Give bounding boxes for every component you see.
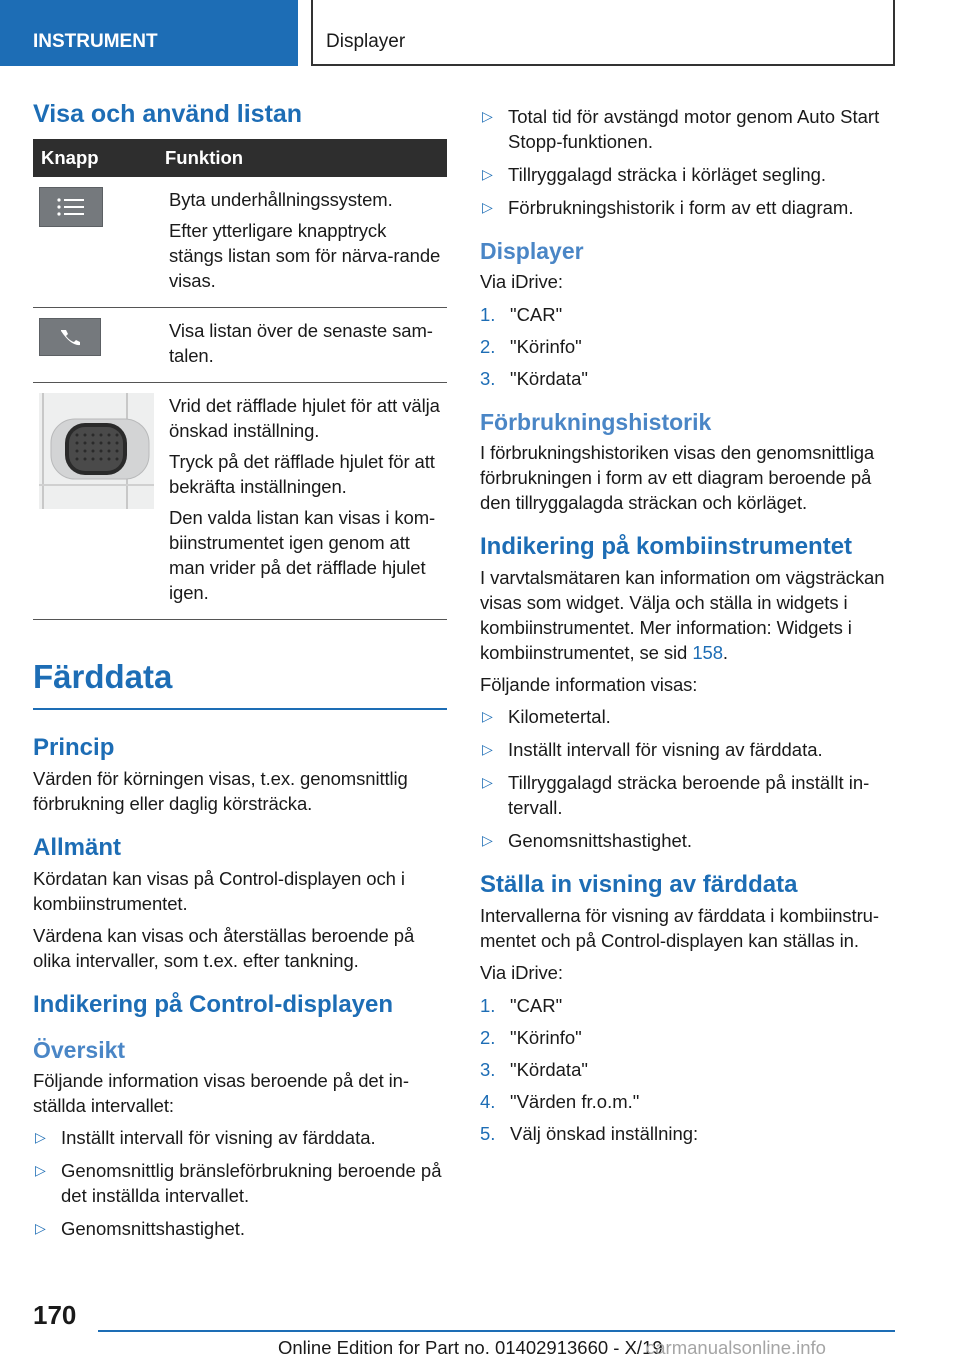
table-header-funktion: Funktion	[165, 147, 244, 168]
page-number: 170	[33, 1300, 77, 1330]
heading-farddata: Färddata	[33, 658, 447, 710]
top-list	[480, 104, 898, 220]
steps-list-1	[480, 302, 898, 391]
list-item: 3. "Kördata"	[480, 1059, 588, 1080]
header-chapter-tab	[311, 0, 895, 66]
phone-icon	[39, 318, 101, 356]
list-item: 3. "Kördata"	[480, 368, 588, 389]
list-item: 2. "Körinfo"	[480, 1027, 582, 1048]
heading-displayer: Displayer	[480, 238, 584, 264]
paragraph-allmant-1: Kördatan kan visas på Control-displayen och i kombiinstrumentet.	[33, 868, 405, 914]
list-item: ▷ Genomsnittlig bränsleförbrukning beroende på det inställda intervallet.	[35, 1160, 442, 1206]
rotary-controller-image	[39, 393, 154, 509]
footer-edition: Online Edition for Part no. 01402913660 - X/19	[278, 1337, 663, 1358]
right-column	[480, 104, 898, 1154]
heading-indikering-control: Indikering på Control-displayen	[33, 991, 394, 1018]
paragraph-foljande: Följande information visas:	[480, 674, 698, 695]
paragraph-kombi: I varvtalsmätaren kan information om vägsträckan visas som widget. Välja och ställa in widgets i kombiinstrumentet. Mer information: Widgets i kombiinstrumentet, se sid 158.	[480, 567, 885, 663]
triangle-bullet-icon: ▷	[482, 166, 493, 182]
steps-list-2	[480, 993, 898, 1146]
table-header-knapp: Knapp	[41, 147, 99, 168]
heading-visa-listan: Visa och använd listan	[33, 100, 303, 128]
heading-oversikt: Översikt	[33, 1037, 126, 1063]
table-cell-text	[157, 383, 447, 620]
heading-princip: Princip	[33, 734, 115, 761]
paragraph-stalla-in: Intervallerna för visning av färddata i kombiinstru-mentet och på Control-displayen kan ställas in.	[480, 905, 879, 951]
list-item: 5. Välj önskad inställning:	[480, 1123, 699, 1144]
left-column	[33, 100, 447, 1249]
row1-line2: Efter ytterligare knapptryck stängs listan som för närva-rande visas.	[169, 220, 441, 291]
row2-line1: Visa listan över de senaste sam-talen.	[169, 320, 433, 366]
table-header-row	[33, 139, 447, 177]
paragraph-forbrukningshistorik: I förbrukningshistoriken visas den genomsnittliga förbrukningen i form av ett diagram beroende på den tillryggalagda sträckan och körläget.	[480, 442, 875, 513]
paragraph-princip: Värden för körningen visas, t.ex. genomsnittlig förbrukning eller daglig körsträcka.	[33, 768, 408, 814]
triangle-bullet-icon: ▷	[482, 832, 493, 848]
table-cell-text	[157, 177, 447, 308]
list-item: ▷ Kilometertal.	[482, 706, 611, 727]
list-item: 4. "Värden fr.o.m."	[480, 1091, 640, 1112]
list-item: ▷ Inställt intervall för visning av färddata.	[35, 1127, 376, 1148]
list-item: ▷ Tillryggalagd sträcka i körläget segling.	[482, 164, 827, 185]
table-row	[33, 383, 447, 620]
heading-indikering-kombi: Indikering på kombiinstrumentet	[480, 533, 853, 560]
table-row	[33, 177, 447, 308]
list-item: ▷ Genomsnittshastighet.	[35, 1218, 246, 1239]
header-section-tab	[0, 0, 298, 66]
row3-line2: Tryck på det räfflade hjulet för att bekräfta inställningen.	[169, 451, 435, 497]
row3-line3: Den valda listan kan visas i kom-biinstrumentet igen genom att man vrider på det räfflade hjulet igen.	[169, 507, 436, 603]
list-item: ▷ Tillryggalagd sträcka beroende på inställt in-tervall.	[482, 772, 870, 818]
triangle-bullet-icon: ▷	[482, 199, 493, 215]
paragraph-allmant-2: Värdena kan visas och återställas beroende på olika intervaller, som t.ex. efter tankning.	[33, 925, 415, 971]
header-chapter-label: Displayer	[326, 31, 406, 52]
heading-forbrukningshistorik: Förbrukningshistorik	[480, 409, 712, 435]
list-item: 2. "Körinfo"	[480, 336, 582, 357]
table-cell-text	[157, 308, 447, 383]
page-link[interactable]: 158	[692, 642, 723, 663]
row1-line1: Byta underhållningssystem.	[169, 189, 393, 210]
list-item: ▷ Förbrukningshistorik i form av ett diagram.	[482, 197, 854, 218]
list-item: 1. "CAR"	[480, 995, 563, 1016]
list-item: ▷ Inställt intervall för visning av färddata.	[482, 739, 823, 760]
table-cell-icon	[33, 308, 157, 383]
triangle-bullet-icon: ▷	[482, 708, 493, 724]
triangle-bullet-icon: ▷	[35, 1129, 46, 1145]
table-cell-icon	[33, 177, 157, 308]
list-item: ▷ Genomsnittshastighet.	[482, 830, 693, 851]
triangle-bullet-icon: ▷	[35, 1162, 46, 1178]
kombi-list	[480, 704, 898, 853]
footer-watermark: carmanualsonline.info	[646, 1337, 826, 1358]
oversikt-list	[33, 1125, 447, 1241]
triangle-bullet-icon: ▷	[35, 1220, 46, 1236]
paragraph-oversikt: Följande information visas beroende på det in-ställda intervallet:	[33, 1070, 409, 1116]
table-row	[33, 308, 447, 383]
list-item: 1. "CAR"	[480, 304, 563, 325]
list-item: ▷ Total tid för avstängd motor genom Auto Start Stopp-funktionen.	[482, 106, 880, 152]
paragraph-via-idrive-1: Via iDrive:	[480, 271, 563, 292]
table-cell-icon	[33, 383, 157, 620]
row3-line1: Vrid det räfflade hjulet för att välja önskad inställning.	[169, 395, 440, 441]
button-function-table	[33, 139, 447, 620]
paragraph-via-idrive-2: Via iDrive:	[480, 962, 563, 983]
heading-allmant: Allmänt	[33, 834, 122, 861]
triangle-bullet-icon: ▷	[482, 774, 493, 790]
heading-stalla-in: Ställa in visning av färddata	[480, 871, 798, 898]
header-section-label: INSTRUMENT	[33, 31, 158, 52]
footer-divider	[98, 1330, 895, 1332]
triangle-bullet-icon: ▷	[482, 108, 493, 124]
list-icon	[39, 187, 103, 227]
triangle-bullet-icon: ▷	[482, 741, 493, 757]
